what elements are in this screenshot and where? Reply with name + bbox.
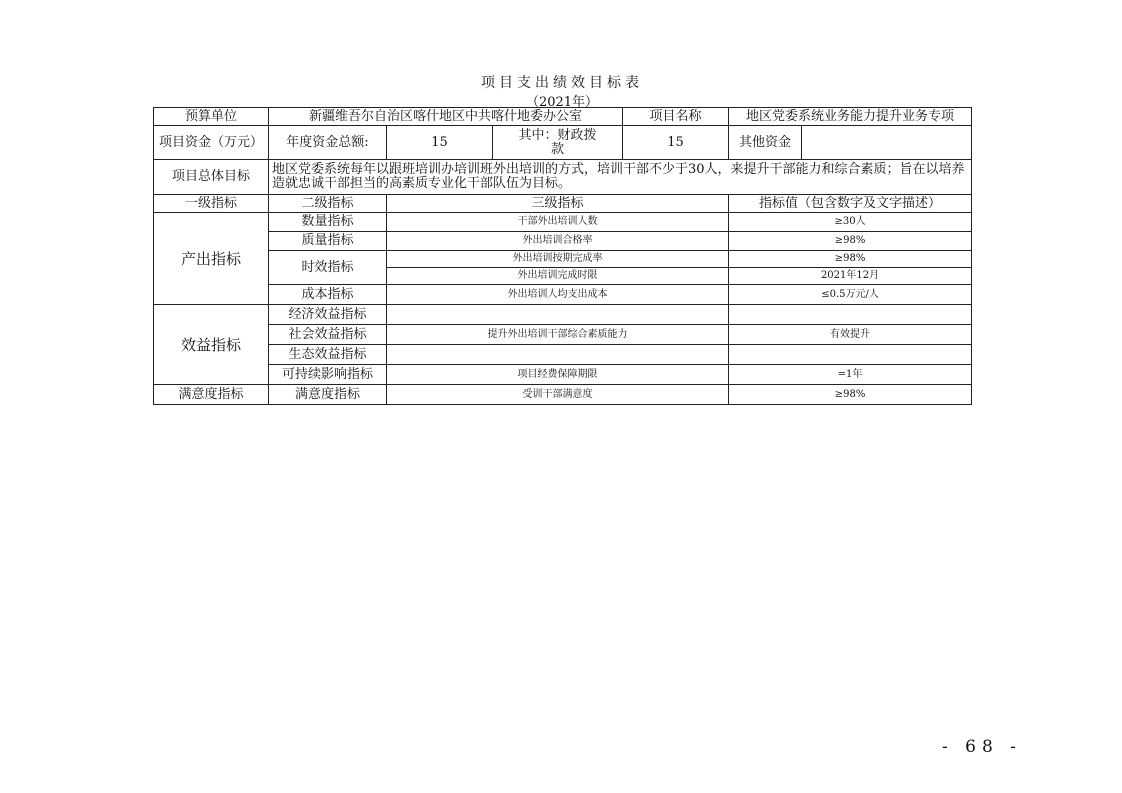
table-row <box>154 385 972 405</box>
project-name-value: 地区党委系统业务能力提升业务专项 <box>729 108 972 126</box>
output-indicator-label: 产出指标 <box>154 213 269 305</box>
value-cell: ≥98% <box>729 385 972 405</box>
table-row <box>154 325 972 345</box>
table-row <box>154 195 972 213</box>
page-number: - 68 - <box>942 737 1022 757</box>
level2-cell: 社会效益指标 <box>269 325 387 345</box>
level3-cell: 外出培训人均支出成本 <box>387 285 729 305</box>
level3-cell <box>387 305 729 325</box>
annual-total-label: 年度资金总额: <box>269 126 387 160</box>
level2-cell: 可持续影响指标 <box>269 365 387 385</box>
table-row <box>154 365 972 385</box>
document-title: 项目支出绩效目标表 <box>481 75 643 91</box>
fiscal-funds-value: 15 <box>623 126 729 160</box>
level2-cell: 生态效益指标 <box>269 345 387 365</box>
column-header-level1: 一级指标 <box>154 195 269 213</box>
budget-unit-label: 预算单位 <box>154 108 269 126</box>
level2-cell: 数量指标 <box>269 213 387 232</box>
satisfaction-indicator-label: 满意度指标 <box>154 385 269 405</box>
table-row <box>154 232 972 251</box>
benefit-indicator-label: 效益指标 <box>154 305 269 385</box>
column-header-level3: 三级指标 <box>387 195 729 213</box>
level3-cell: 外出培训完成时限 <box>387 268 729 285</box>
fiscal-funds-label: 其中：财政拨款 <box>493 126 623 160</box>
level2-cell: 经济效益指标 <box>269 305 387 325</box>
level3-cell: 提升外出培训干部综合素质能力 <box>387 325 729 345</box>
level3-cell: 外出培训按期完成率 <box>387 251 729 268</box>
level2-cell: 时效指标 <box>269 251 387 285</box>
level3-cell <box>387 345 729 365</box>
project-funds-label: 项目资金（万元） <box>154 126 269 160</box>
annual-total-value: 15 <box>387 126 493 160</box>
value-cell: 2021年12月 <box>729 268 972 285</box>
value-cell: ≥30人 <box>729 213 972 232</box>
performance-goal-table <box>153 107 972 405</box>
overall-goal-label: 项目总体目标 <box>154 160 269 195</box>
value-cell <box>729 345 972 365</box>
value-cell <box>729 305 972 325</box>
table-row <box>154 251 972 268</box>
value-cell: ≥98% <box>729 251 972 268</box>
level3-cell: 干部外出培训人数 <box>387 213 729 232</box>
budget-unit-value: 新疆维吾尔自治区喀什地区中共喀什地委办公室 <box>269 108 623 126</box>
value-cell: =1年 <box>729 365 972 385</box>
table-row <box>154 345 972 365</box>
level2-cell: 成本指标 <box>269 285 387 305</box>
table-row <box>154 160 972 195</box>
table-row <box>154 126 972 160</box>
other-funds-label: 其他资金 <box>729 126 802 160</box>
table-row <box>154 285 972 305</box>
document-year: （2021年） <box>525 95 599 110</box>
value-cell: 有效提升 <box>729 325 972 345</box>
level2-cell: 质量指标 <box>269 232 387 251</box>
column-header-level2: 二级指标 <box>269 195 387 213</box>
level3-cell: 受训干部满意度 <box>387 385 729 405</box>
level3-cell: 外出培训合格率 <box>387 232 729 251</box>
column-header-value: 指标值（包含数字及文字描述） <box>729 195 972 213</box>
table-row <box>154 213 972 232</box>
level3-cell: 项目经费保障期限 <box>387 365 729 385</box>
value-cell: ≥98% <box>729 232 972 251</box>
other-funds-value <box>802 126 972 160</box>
level2-cell: 满意度指标 <box>269 385 387 405</box>
table-row <box>154 305 972 325</box>
overall-goal-value: 地区党委系统每年以跟班培训办培训班外出培训的方式，培训干部不少于30人，来提升干部能力和综合素质；旨在以培养造就忠诚干部担当的高素质专业化干部队伍为目标。 <box>269 160 972 195</box>
value-cell: ≤0.5万元/人 <box>729 285 972 305</box>
table-row <box>154 108 972 126</box>
project-name-label: 项目名称 <box>623 108 729 126</box>
